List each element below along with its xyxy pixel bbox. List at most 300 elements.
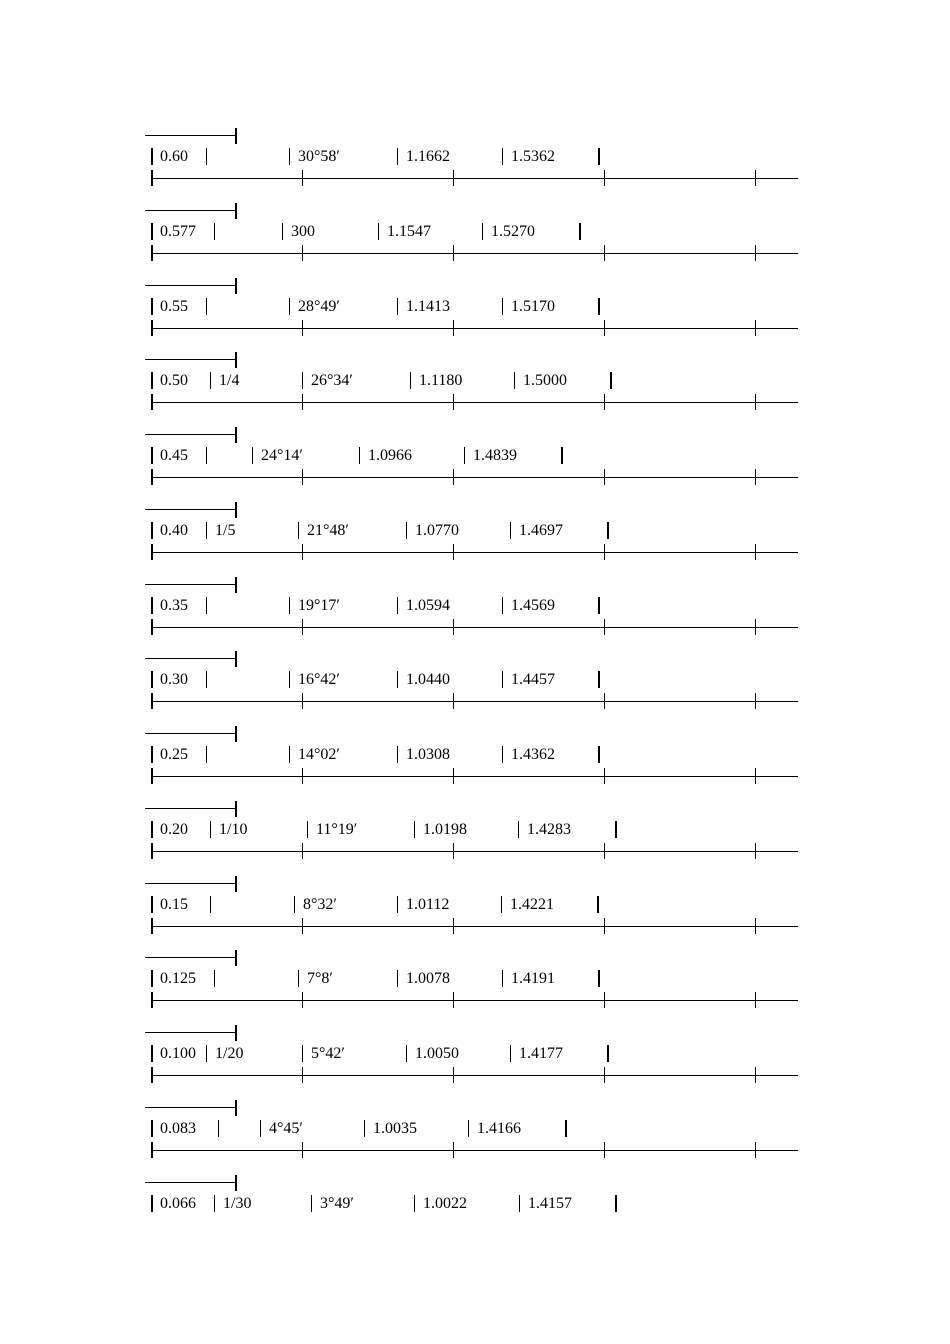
divider-tick: [302, 170, 303, 186]
cell-ratio: 0.30: [160, 671, 188, 689]
column-separator: [151, 597, 153, 614]
divider-tick: [151, 1142, 153, 1158]
stub-end-tick: [235, 577, 237, 593]
column-separator: [206, 148, 207, 165]
column-separator: [294, 896, 295, 913]
cell-factor: 1.4157: [528, 1194, 572, 1212]
divider-tick: [604, 320, 605, 336]
column-separator: [214, 1195, 215, 1212]
divider-tick: [453, 394, 454, 410]
cell-angle: 28°49′: [298, 297, 340, 315]
cell-secant: 1.0440: [406, 671, 450, 689]
cell-factor: 1.4166: [477, 1119, 521, 1137]
row-divider-rule: [151, 320, 798, 336]
row-divider-rule: [151, 394, 798, 410]
column-separator: [482, 223, 483, 240]
column-separator: [468, 1120, 469, 1137]
cell-fraction: 1/30: [223, 1194, 252, 1212]
table-row: [0, 651, 950, 726]
cell-angle: 3°49′: [320, 1194, 354, 1212]
divider-tick: [302, 1142, 303, 1158]
cell-secant: 1.1413: [406, 297, 450, 315]
divider-line: [151, 926, 798, 927]
column-separator: [502, 970, 503, 987]
divider-tick: [151, 619, 153, 635]
column-separator: [151, 223, 153, 240]
column-separator: [252, 447, 253, 464]
stub-line: [145, 1032, 237, 1033]
column-separator: [260, 1120, 261, 1137]
table-row: [0, 876, 950, 951]
column-separator: [397, 148, 398, 165]
divider-tick: [604, 619, 605, 635]
row-stub-rule: [145, 502, 237, 518]
divider-line: [151, 1150, 798, 1151]
cell-ratio: 0.40: [160, 521, 188, 539]
cell-angle: 19°17′: [298, 596, 340, 614]
column-separator: [565, 1120, 567, 1137]
column-separator: [561, 447, 563, 464]
divider-tick: [755, 320, 756, 336]
stub-line: [145, 509, 237, 510]
divider-tick: [151, 170, 153, 186]
divider-tick: [604, 768, 605, 784]
stub-line: [145, 883, 237, 884]
cell-ratio: 0.100: [160, 1045, 196, 1062]
stub-end-tick: [235, 950, 237, 966]
column-separator: [206, 447, 207, 464]
cell-secant: 1.0198: [423, 820, 467, 838]
stub-end-tick: [235, 128, 237, 144]
cell-angle: 5°42′: [311, 1045, 345, 1062]
divider-tick: [151, 768, 153, 784]
table-row: [0, 577, 950, 652]
divider-tick: [453, 1067, 454, 1083]
stub-line: [145, 957, 237, 958]
divider-line: [151, 328, 798, 329]
divider-tick: [151, 320, 153, 336]
divider-line: [151, 1000, 798, 1001]
row-divider-rule: [151, 768, 798, 784]
cell-ratio: 0.125: [160, 970, 196, 988]
row-stub-rule: [145, 278, 237, 294]
cell-angle: 26°34′: [311, 372, 353, 390]
table-row-cells: [0, 1117, 950, 1141]
column-separator: [502, 746, 503, 763]
cell-angle: 16°42′: [298, 671, 340, 689]
divider-tick: [755, 1067, 756, 1083]
divider-tick: [302, 992, 303, 1008]
table-row-cells: [0, 893, 950, 917]
column-separator: [210, 821, 211, 838]
table-row-cells: [0, 668, 950, 692]
row-divider-rule: [151, 992, 798, 1008]
table-row-cells: [0, 818, 950, 842]
cell-ratio: 0.45: [160, 447, 188, 464]
column-separator: [502, 671, 503, 688]
column-separator: [598, 970, 600, 987]
stub-end-tick: [235, 278, 237, 294]
divider-tick: [151, 843, 153, 859]
column-separator: [302, 1045, 303, 1062]
cell-factor: 1.4569: [511, 596, 555, 614]
stub-end-tick: [235, 876, 237, 892]
divider-tick: [302, 469, 303, 485]
column-separator: [410, 372, 411, 389]
column-separator: [206, 597, 207, 614]
row-stub-rule: [145, 128, 237, 144]
divider-line: [151, 552, 798, 553]
column-separator: [598, 597, 600, 614]
column-separator: [502, 298, 503, 315]
column-separator: [597, 896, 599, 913]
cell-secant: 1.0112: [406, 895, 450, 913]
row-stub-rule: [145, 651, 237, 667]
cell-secant: 1.0078: [406, 970, 450, 988]
stub-line: [145, 1182, 237, 1183]
cell-factor: 1.4362: [511, 746, 555, 763]
column-separator: [298, 522, 299, 539]
column-separator: [151, 896, 153, 913]
divider-tick: [302, 394, 303, 410]
divider-tick: [453, 768, 454, 784]
stub-end-tick: [235, 502, 237, 518]
column-separator: [218, 1120, 219, 1137]
column-separator: [514, 372, 515, 389]
column-separator: [206, 298, 207, 315]
divider-tick: [453, 469, 454, 485]
column-separator: [414, 1195, 415, 1212]
column-separator: [598, 148, 600, 165]
column-separator: [598, 671, 600, 688]
cell-factor: 1.4191: [511, 970, 555, 988]
column-separator: [151, 671, 153, 688]
column-separator: [607, 1045, 609, 1062]
column-separator: [406, 522, 407, 539]
cell-angle: 11°19′: [316, 820, 358, 838]
column-separator: [579, 223, 581, 240]
cell-ratio: 0.55: [160, 297, 188, 315]
row-divider-rule: [151, 1067, 798, 1083]
divider-tick: [151, 394, 153, 410]
divider-tick: [453, 992, 454, 1008]
row-divider-rule: [151, 918, 798, 934]
divider-tick: [755, 918, 756, 934]
row-divider-rule: [151, 245, 798, 261]
cell-ratio: 0.35: [160, 596, 188, 614]
column-separator: [302, 372, 303, 389]
row-stub-rule: [145, 427, 237, 443]
stub-end-tick: [235, 427, 237, 443]
row-stub-rule: [145, 352, 237, 368]
divider-line: [151, 627, 798, 628]
divider-tick: [453, 619, 454, 635]
cell-ratio: 0.60: [160, 148, 188, 165]
cell-factor: 1.5000: [523, 372, 567, 390]
divider-tick: [604, 1142, 605, 1158]
divider-tick: [453, 918, 454, 934]
column-separator: [151, 1045, 153, 1062]
cell-ratio: 0.50: [160, 372, 188, 390]
column-separator: [464, 447, 465, 464]
stub-line: [145, 210, 237, 211]
cell-factor: 1.5170: [511, 297, 555, 315]
row-stub-rule: [145, 1175, 237, 1191]
divider-tick: [302, 619, 303, 635]
table-row-cells: [0, 519, 950, 543]
divider-tick: [755, 394, 756, 410]
stub-line: [145, 808, 237, 809]
divider-tick: [151, 245, 153, 261]
column-separator: [510, 1045, 511, 1062]
stub-end-tick: [235, 203, 237, 219]
row-divider-rule: [151, 619, 798, 635]
table-row-cells: [0, 145, 950, 169]
column-separator: [151, 1120, 153, 1137]
column-separator: [364, 1120, 365, 1137]
column-separator: [298, 970, 299, 987]
cell-angle: 30°58′: [298, 148, 340, 165]
divider-tick: [755, 619, 756, 635]
divider-tick: [755, 544, 756, 560]
divider-line: [151, 477, 798, 478]
column-separator: [610, 372, 612, 389]
stub-line: [145, 1107, 237, 1108]
row-divider-rule: [151, 693, 798, 709]
column-separator: [289, 148, 290, 165]
cell-secant: 1.1547: [387, 222, 431, 240]
column-separator: [397, 746, 398, 763]
row-stub-rule: [145, 726, 237, 742]
table-row: [0, 278, 950, 353]
table-row-cells: [0, 369, 950, 393]
cell-secant: 1.0770: [415, 521, 459, 539]
divider-tick: [755, 170, 756, 186]
cell-ratio: 0.066: [160, 1194, 196, 1212]
row-divider-rule: [151, 843, 798, 859]
table-row: [0, 1025, 950, 1100]
column-separator: [378, 223, 379, 240]
cell-angle: 4°45′: [269, 1119, 303, 1137]
stub-end-tick: [235, 651, 237, 667]
cell-factor: 1.5270: [491, 222, 535, 240]
table-row-cells: [0, 594, 950, 618]
divider-tick: [755, 245, 756, 261]
divider-tick: [604, 170, 605, 186]
cell-secant: 1.0035: [373, 1119, 417, 1137]
divider-tick: [604, 992, 605, 1008]
column-separator: [406, 1045, 407, 1062]
divider-tick: [151, 918, 153, 934]
cell-factor: 1.4283: [527, 820, 571, 838]
table-row-cells: [0, 1192, 950, 1216]
column-separator: [397, 597, 398, 614]
divider-tick: [604, 394, 605, 410]
divider-tick: [453, 170, 454, 186]
column-separator: [206, 522, 207, 539]
column-separator: [414, 821, 415, 838]
stub-line: [145, 434, 237, 435]
cell-angle: 8°32′: [303, 895, 337, 913]
column-separator: [289, 298, 290, 315]
stub-line: [145, 584, 237, 585]
row-divider-rule: [151, 1142, 798, 1158]
column-separator: [282, 223, 283, 240]
column-separator: [151, 447, 153, 464]
stub-line: [145, 359, 237, 360]
stub-end-tick: [235, 352, 237, 368]
cell-fraction: 1/20: [215, 1045, 244, 1062]
cell-angle: 7°8′: [307, 970, 333, 988]
column-separator: [206, 746, 207, 763]
cell-factor: 1.4177: [519, 1045, 563, 1062]
divider-tick: [453, 320, 454, 336]
column-separator: [151, 298, 153, 315]
column-separator: [518, 821, 519, 838]
column-separator: [151, 1195, 153, 1212]
table-row: [0, 128, 950, 203]
divider-tick: [755, 1142, 756, 1158]
divider-tick: [302, 768, 303, 784]
table-row: [0, 1100, 950, 1175]
row-stub-rule: [145, 876, 237, 892]
cell-ratio: 0.083: [160, 1119, 196, 1137]
column-separator: [206, 671, 207, 688]
cell-secant: 1.0308: [406, 746, 450, 763]
column-separator: [289, 597, 290, 614]
stub-end-tick: [235, 801, 237, 817]
divider-line: [151, 776, 798, 777]
divider-tick: [755, 469, 756, 485]
cell-secant: 1.0050: [415, 1045, 459, 1062]
row-stub-rule: [145, 950, 237, 966]
column-separator: [151, 372, 153, 389]
column-separator: [214, 970, 215, 987]
divider-tick: [151, 1067, 153, 1083]
divider-tick: [755, 992, 756, 1008]
table-row-cells: [0, 444, 950, 468]
stub-line: [145, 285, 237, 286]
stub-line: [145, 733, 237, 734]
cell-secant: 1.0594: [406, 596, 450, 614]
cell-factor: 1.4697: [519, 521, 563, 539]
divider-tick: [755, 693, 756, 709]
column-separator: [615, 1195, 617, 1212]
column-separator: [151, 522, 153, 539]
column-separator: [510, 522, 511, 539]
divider-tick: [453, 544, 454, 560]
column-separator: [151, 970, 153, 987]
row-stub-rule: [145, 577, 237, 593]
cell-angle: 21°48′: [307, 521, 349, 539]
divider-tick: [755, 843, 756, 859]
divider-tick: [453, 843, 454, 859]
table-row-cells: [0, 743, 950, 767]
cell-angle: 24°14′: [261, 447, 303, 464]
stub-end-tick: [235, 726, 237, 742]
row-divider-rule: [151, 469, 798, 485]
cell-factor: 1.5362: [511, 148, 555, 165]
divider-tick: [755, 768, 756, 784]
divider-tick: [302, 320, 303, 336]
divider-line: [151, 178, 798, 179]
cell-angle: 300: [291, 222, 315, 240]
divider-tick: [302, 245, 303, 261]
cell-factor: 1.4839: [473, 447, 517, 464]
cell-ratio: 0.577: [160, 222, 196, 240]
column-separator: [206, 1045, 207, 1062]
stub-end-tick: [235, 1025, 237, 1041]
cell-secant: 1.0022: [423, 1194, 467, 1212]
cell-fraction: 1/4: [219, 372, 240, 390]
column-separator: [501, 896, 502, 913]
divider-tick: [302, 544, 303, 560]
cell-secant: 1.0966: [368, 447, 412, 464]
cell-ratio: 0.25: [160, 746, 188, 763]
divider-tick: [151, 693, 153, 709]
column-separator: [214, 223, 215, 240]
divider-tick: [604, 245, 605, 261]
table-row: [0, 1175, 950, 1250]
table-row: [0, 203, 950, 278]
column-separator: [210, 896, 211, 913]
column-separator: [502, 148, 503, 165]
stub-line: [145, 135, 237, 136]
table-row-cells: [0, 220, 950, 244]
table-row-cells: [0, 967, 950, 991]
stub-end-tick: [235, 1175, 237, 1191]
column-separator: [289, 671, 290, 688]
cell-angle: 14°02′: [298, 746, 340, 763]
cell-secant: 1.1180: [419, 372, 463, 390]
divider-tick: [302, 918, 303, 934]
column-separator: [502, 597, 503, 614]
divider-line: [151, 701, 798, 702]
divider-line: [151, 253, 798, 254]
column-separator: [359, 447, 360, 464]
column-separator: [519, 1195, 520, 1212]
cell-ratio: 0.15: [160, 895, 188, 913]
divider-tick: [604, 544, 605, 560]
divider-tick: [302, 1067, 303, 1083]
column-separator: [397, 298, 398, 315]
divider-line: [151, 1075, 798, 1076]
column-separator: [151, 148, 153, 165]
column-separator: [151, 746, 153, 763]
divider-line: [151, 402, 798, 403]
column-separator: [307, 821, 308, 838]
column-separator: [311, 1195, 312, 1212]
column-separator: [397, 671, 398, 688]
row-stub-rule: [145, 1100, 237, 1116]
row-divider-rule: [151, 170, 798, 186]
divider-tick: [604, 918, 605, 934]
column-separator: [607, 522, 609, 539]
cell-secant: 1.1662: [406, 148, 450, 165]
divider-tick: [604, 693, 605, 709]
divider-tick: [453, 1142, 454, 1158]
table-row: [0, 801, 950, 876]
divider-tick: [604, 1067, 605, 1083]
column-separator: [210, 372, 211, 389]
divider-line: [151, 851, 798, 852]
table-row: [0, 502, 950, 577]
stub-line: [145, 658, 237, 659]
stub-end-tick: [235, 1100, 237, 1116]
table-row-cells: [0, 295, 950, 319]
column-separator: [598, 746, 600, 763]
cell-factor: 1.4457: [511, 671, 555, 689]
